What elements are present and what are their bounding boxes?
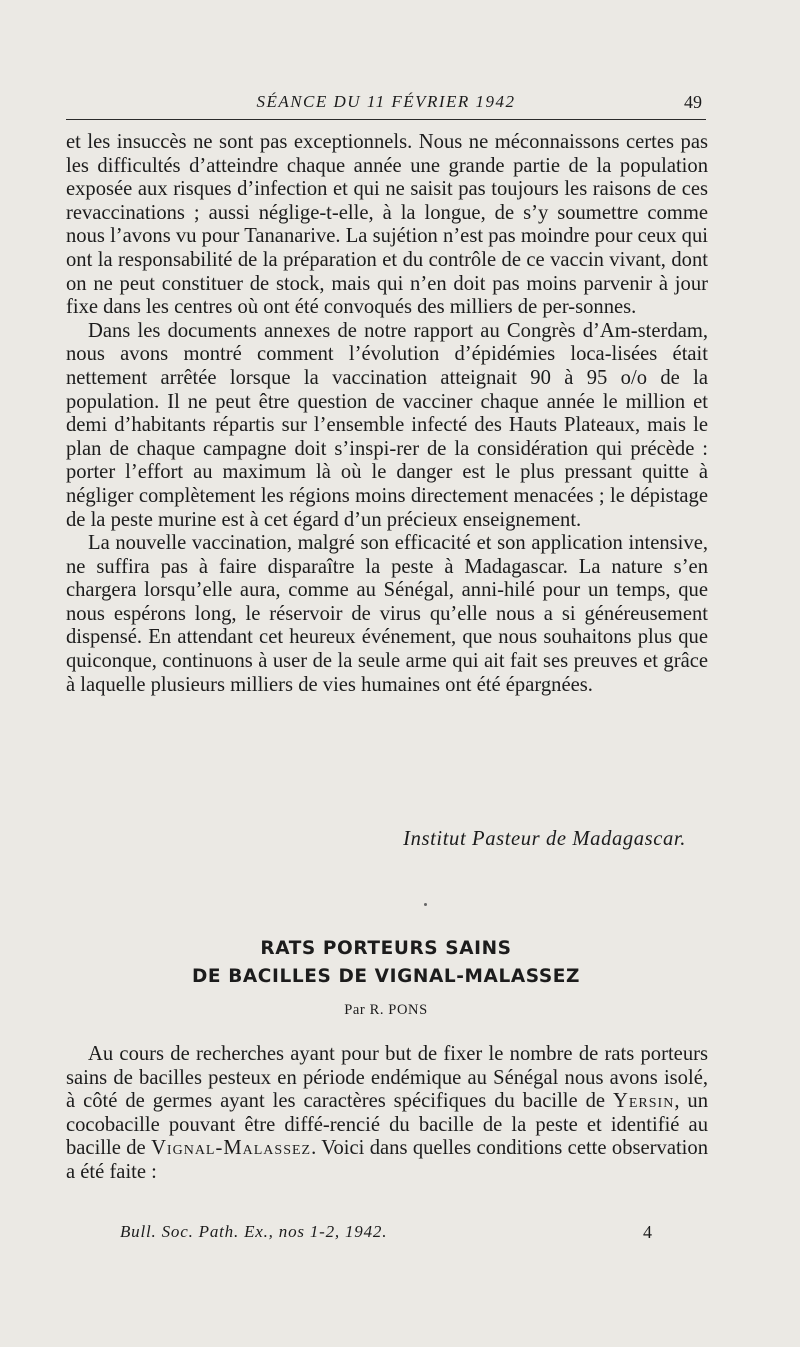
text-run: . Voici dans quelles conditions cette observation a été faite : bbox=[66, 1137, 708, 1183]
separator-dot bbox=[424, 903, 427, 906]
paragraph: et les insuccès ne sont pas exceptionnels. Nous ne méconnaissons certes pas les difficultés d’atteindre chaque année une grande partie de la population exposée aux risques d’infection et qui ne saisit pas toujours les raisons de ces revaccinations ; aussi néglige-t-elle, à la longue, de s’y soumettre comme nous l’avons vu pour Tananarive. La sujétion n’est pas moindre pour ceux qui ont la responsabilité de la préparation et du contrôle de ce vaccin vivant, dont on ne peut constituer de stock, mais qui n’en doit pas moins parvenir à jour fixe dans les centres où ont été convoqués des milliers de per-sonnes. bbox=[66, 131, 708, 319]
previous-article-text bbox=[66, 131, 708, 697]
author-name: Vignal-Malassez bbox=[151, 1137, 312, 1160]
article-title-line: RATS PORTEURS SAINS bbox=[260, 938, 512, 959]
institution-signature: Institut Pasteur de Madagascar. bbox=[403, 828, 686, 850]
article-text bbox=[66, 1043, 708, 1185]
sheet-signature-mark: 4 bbox=[643, 1222, 652, 1242]
running-title: SÉANCE DU 11 FÉVRIER 1942 bbox=[256, 92, 516, 111]
author-byline: Par R. PONS bbox=[344, 1002, 428, 1018]
paragraph: Dans les documents annexes de notre rapport au Congrès d’Am-sterdam, nous avons montré comment l’évolution d’épidémies loca-lisées était nettement arrêtée lorsque la vaccination atteignait 90 à 95 o/o de la population. Il ne peut être question de vacciner chaque année le million et demi d’habitants répartis sur l’ensemble infecté des Hauts Plateaux, mais le plan de chaque campagne doit s’inspi-rer de la considération qui précède : porter l’effort au maximum là où le danger est le plus pressant quitte à négliger complètement les régions moins directement menacées ; le dépistage de la peste murine est à cet égard d’un précieux enseignement. bbox=[66, 319, 708, 531]
header-rule bbox=[66, 119, 706, 120]
paragraph bbox=[66, 1043, 708, 1185]
text-run: Au cours de recherches ayant pour but de fixer le nombre de rats porteurs sains de bacilles pesteux en période endémique au Sénégal nous avons isolé, à côté de germes ayant les caractères spécifiques du bacille de bbox=[66, 1043, 708, 1113]
paragraph: La nouvelle vaccination, malgré son efficacité et son application intensive, ne suffira pas à faire disparaître la peste à Madagascar. La nature s’en chargera lorsqu’elle aura, comme au Sénégal, anni-hilé pour un temps, que nous espérons long, le réservoir de virus qu’elle nous a si généreusement dispensé. En attendant cet heureux événement, que nous souhaitons plus que quiconque, continuons à user de la seule arme qui ait fait ses preuves et grâce à laquelle plusieurs milliers de vies humaines ont été épargnées. bbox=[66, 532, 708, 696]
running-head bbox=[66, 88, 706, 118]
page-number: 49 bbox=[684, 92, 702, 112]
author-name: Yersin bbox=[612, 1090, 675, 1113]
article-title-line: DE BACILLES DE VIGNAL-MALASSEZ bbox=[191, 966, 581, 987]
text-run: , un cocobacille pouvant être diffé-rencié du bacille de la peste et identifié au bacille de bbox=[66, 1090, 708, 1160]
article-title bbox=[66, 935, 706, 991]
journal-citation: Bull. Soc. Path. Ex., nos 1-2, 1942. bbox=[120, 1222, 388, 1241]
page-footer bbox=[120, 1222, 680, 1248]
